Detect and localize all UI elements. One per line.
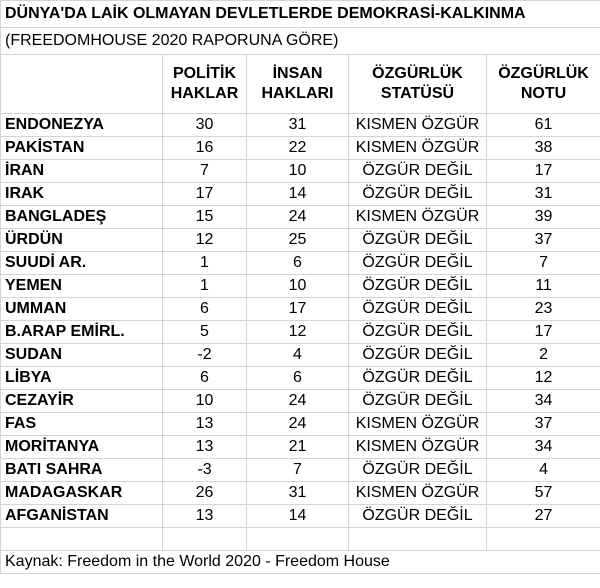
statu-cell: KISMEN ÖZGÜR <box>349 114 487 137</box>
politik-cell: 10 <box>163 390 247 413</box>
empty-cell <box>163 528 247 551</box>
politik-cell: 13 <box>163 505 247 528</box>
insan-cell: 17 <box>247 298 349 321</box>
country-cell: MADAGASKAR <box>1 482 163 505</box>
country-cell: BATI SAHRA <box>1 459 163 482</box>
country-cell: UMMAN <box>1 298 163 321</box>
country-cell: FAS <box>1 413 163 436</box>
country-cell: BANGLADEŞ <box>1 206 163 229</box>
table-row <box>1 206 600 229</box>
empty-cell <box>247 528 349 551</box>
notu-cell: 17 <box>487 321 600 344</box>
statu-cell: KISMEN ÖZGÜR <box>349 137 487 160</box>
notu-cell: 12 <box>487 367 600 390</box>
insan-cell: 14 <box>247 183 349 206</box>
insan-cell: 10 <box>247 160 349 183</box>
politik-cell: -2 <box>163 344 247 367</box>
politik-cell: 30 <box>163 114 247 137</box>
insan-cell: 10 <box>247 275 349 298</box>
politik-cell: -3 <box>163 459 247 482</box>
politik-cell: 13 <box>163 413 247 436</box>
empty-row <box>1 528 600 551</box>
table-row <box>1 137 600 160</box>
notu-cell: 27 <box>487 505 600 528</box>
empty-cell <box>1 528 163 551</box>
notu-cell: 17 <box>487 160 600 183</box>
empty-cell <box>349 528 487 551</box>
statu-cell: ÖZGÜR DEĞİL <box>349 390 487 413</box>
notu-cell: 4 <box>487 459 600 482</box>
statu-cell: ÖZGÜR DEĞİL <box>349 160 487 183</box>
politik-cell: 7 <box>163 160 247 183</box>
insan-cell: 31 <box>247 114 349 137</box>
country-cell: PAKİSTAN <box>1 137 163 160</box>
header-insan: İNSAN HAKLARI <box>247 55 349 114</box>
notu-cell: 31 <box>487 183 600 206</box>
table-row <box>1 413 600 436</box>
country-cell: SUDAN <box>1 344 163 367</box>
insan-cell: 24 <box>247 206 349 229</box>
notu-cell: 38 <box>487 137 600 160</box>
statu-cell: ÖZGÜR DEĞİL <box>349 298 487 321</box>
country-cell: İRAN <box>1 160 163 183</box>
table-row <box>1 321 600 344</box>
country-cell: MORİTANYA <box>1 436 163 459</box>
statu-cell: ÖZGÜR DEĞİL <box>349 252 487 275</box>
insan-cell: 21 <box>247 436 349 459</box>
statu-cell: ÖZGÜR DEĞİL <box>349 229 487 252</box>
notu-cell: 23 <box>487 298 600 321</box>
header-statu: ÖZGÜRLÜK STATÜSÜ <box>349 55 487 114</box>
country-cell: YEMEN <box>1 275 163 298</box>
table-row <box>1 114 600 137</box>
politik-cell: 13 <box>163 436 247 459</box>
notu-cell: 61 <box>487 114 600 137</box>
table-row <box>1 160 600 183</box>
statu-cell: KISMEN ÖZGÜR <box>349 413 487 436</box>
statu-cell: KISMEN ÖZGÜR <box>349 436 487 459</box>
table-row <box>1 298 600 321</box>
statu-cell: ÖZGÜR DEĞİL <box>349 505 487 528</box>
politik-cell: 6 <box>163 298 247 321</box>
insan-cell: 7 <box>247 459 349 482</box>
insan-cell: 12 <box>247 321 349 344</box>
country-cell: LİBYA <box>1 367 163 390</box>
statu-cell: KISMEN ÖZGÜR <box>349 206 487 229</box>
notu-cell: 34 <box>487 390 600 413</box>
table-row <box>1 229 600 252</box>
table-row <box>1 275 600 298</box>
header-row <box>1 55 600 114</box>
notu-cell: 34 <box>487 436 600 459</box>
header-country <box>1 55 163 114</box>
header-politik: POLİTİK HAKLAR <box>163 55 247 114</box>
statu-cell: ÖZGÜR DEĞİL <box>349 275 487 298</box>
insan-cell: 24 <box>247 413 349 436</box>
insan-cell: 4 <box>247 344 349 367</box>
table-row <box>1 459 600 482</box>
table-row <box>1 390 600 413</box>
politik-cell: 17 <box>163 183 247 206</box>
notu-cell: 39 <box>487 206 600 229</box>
politik-cell: 5 <box>163 321 247 344</box>
country-cell: AFGANİSTAN <box>1 505 163 528</box>
politik-cell: 1 <box>163 275 247 298</box>
insan-cell: 22 <box>247 137 349 160</box>
country-cell: IRAK <box>1 183 163 206</box>
table-subtitle: (FREEDOMHOUSE 2020 RAPORUNA GÖRE) <box>1 28 600 55</box>
statu-cell: KISMEN ÖZGÜR <box>349 482 487 505</box>
politik-cell: 26 <box>163 482 247 505</box>
table-row <box>1 344 600 367</box>
country-cell: SUUDİ AR. <box>1 252 163 275</box>
insan-cell: 31 <box>247 482 349 505</box>
table-row <box>1 505 600 528</box>
header-notu: ÖZGÜRLÜK NOTU <box>487 55 600 114</box>
statu-cell: ÖZGÜR DEĞİL <box>349 344 487 367</box>
politik-cell: 12 <box>163 229 247 252</box>
politik-cell: 15 <box>163 206 247 229</box>
politik-cell: 16 <box>163 137 247 160</box>
notu-cell: 2 <box>487 344 600 367</box>
table-row <box>1 482 600 505</box>
source-note: Kaynak: Freedom in the World 2020 - Freedom House <box>1 551 600 574</box>
table-row <box>1 436 600 459</box>
empty-cell <box>487 528 600 551</box>
table-row <box>1 252 600 275</box>
notu-cell: 57 <box>487 482 600 505</box>
notu-cell: 37 <box>487 229 600 252</box>
country-cell: CEZAYİR <box>1 390 163 413</box>
table-row <box>1 367 600 390</box>
notu-cell: 7 <box>487 252 600 275</box>
politik-cell: 6 <box>163 367 247 390</box>
statu-cell: ÖZGÜR DEĞİL <box>349 321 487 344</box>
insan-cell: 6 <box>247 252 349 275</box>
statu-cell: ÖZGÜR DEĞİL <box>349 183 487 206</box>
notu-cell: 37 <box>487 413 600 436</box>
insan-cell: 14 <box>247 505 349 528</box>
statu-cell: ÖZGÜR DEĞİL <box>349 367 487 390</box>
country-cell: ÜRDÜN <box>1 229 163 252</box>
insan-cell: 6 <box>247 367 349 390</box>
table-title: DÜNYA'DA LAİK OLMAYAN DEVLETLERDE DEMOKRASİ-KALKINMA <box>1 1 600 28</box>
country-cell: ENDONEZYA <box>1 114 163 137</box>
insan-cell: 25 <box>247 229 349 252</box>
notu-cell: 11 <box>487 275 600 298</box>
table-row <box>1 183 600 206</box>
country-cell: B.ARAP EMİRL. <box>1 321 163 344</box>
statu-cell: ÖZGÜR DEĞİL <box>349 459 487 482</box>
politik-cell: 1 <box>163 252 247 275</box>
insan-cell: 24 <box>247 390 349 413</box>
